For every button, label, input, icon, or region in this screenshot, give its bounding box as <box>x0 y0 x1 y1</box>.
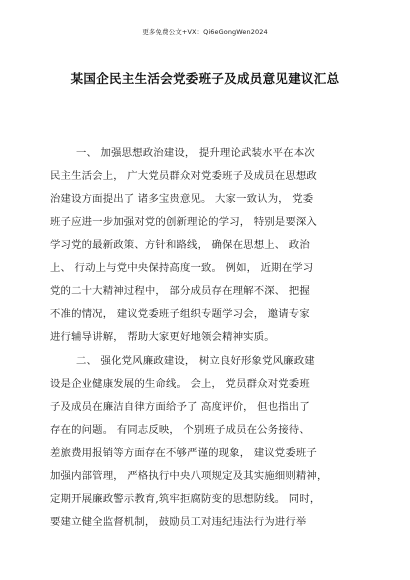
header-note: 更多免费公文+VX：Qi6eGongWen2024 <box>142 28 268 36</box>
paragraph-line: 不准的情况， 建议党委班子组织专题学习会， 邀请专家 <box>50 308 310 320</box>
paragraph-line: 学习党的最新政策、方针和路线， 确保在思想上、 政治 <box>50 239 310 251</box>
paragraph-line: 要建立健全监督机制， 鼓励员工对违纪违法行为进行举 <box>50 516 307 528</box>
document-title: 某国企民主生活会党委班子及成员意见建议汇总 <box>70 71 340 86</box>
paragraph-line: 班子应进一步加强对党的创新理论的学习， 特别是要深入 <box>50 216 317 228</box>
paragraph-line: 定期开展廉政警示教育,筑牢拒腐防变的思想防线。 同时， <box>50 493 321 505</box>
paragraph-line: 上、 行动上与党中央保持高度一致。 例如， 近期在学习 <box>50 262 314 274</box>
paragraph-line: 存在的问题。 有同志反映， 个别班子成员在公务接待、 <box>50 424 310 436</box>
paragraph-line: 子及成员在廉洁自律方面给予了 高度评价， 但也指出了 <box>50 401 310 413</box>
section-2 <box>50 350 370 534</box>
paragraph-line: 治建设方面提出了 诸多宝贵意见。 大家一致认为， 党委 <box>50 193 314 205</box>
paragraph-line: 加强内部管理， 严格执行中央八项规定及其实施细则精神， <box>50 470 328 482</box>
paragraph-line: 党的二十大精神过程中， 部分成员存在理解不深、 把握 <box>50 285 310 297</box>
paragraph-line: 差旅费用报销等方面存在不够严谨的现象， 建议党委班子 <box>50 447 317 459</box>
paragraph-line: 进行辅导讲解， 帮助大家更好地领会精神实质。 <box>50 331 275 343</box>
paragraph-line: 民主生活会上， 广大党员群众对党委班子及成员在思想政 <box>50 170 317 182</box>
paragraph-line: 一、 加强思想政治建设， 提升理论武装水平在本次 <box>76 147 315 159</box>
section-1 <box>50 142 370 349</box>
paragraph-line: 设是企业健康发展的生命线。 会上， 党员群众对党委班 <box>50 378 310 390</box>
paragraph-line: 二、 强化党风廉政建设， 树立良好形象党风廉政建 <box>76 355 315 367</box>
